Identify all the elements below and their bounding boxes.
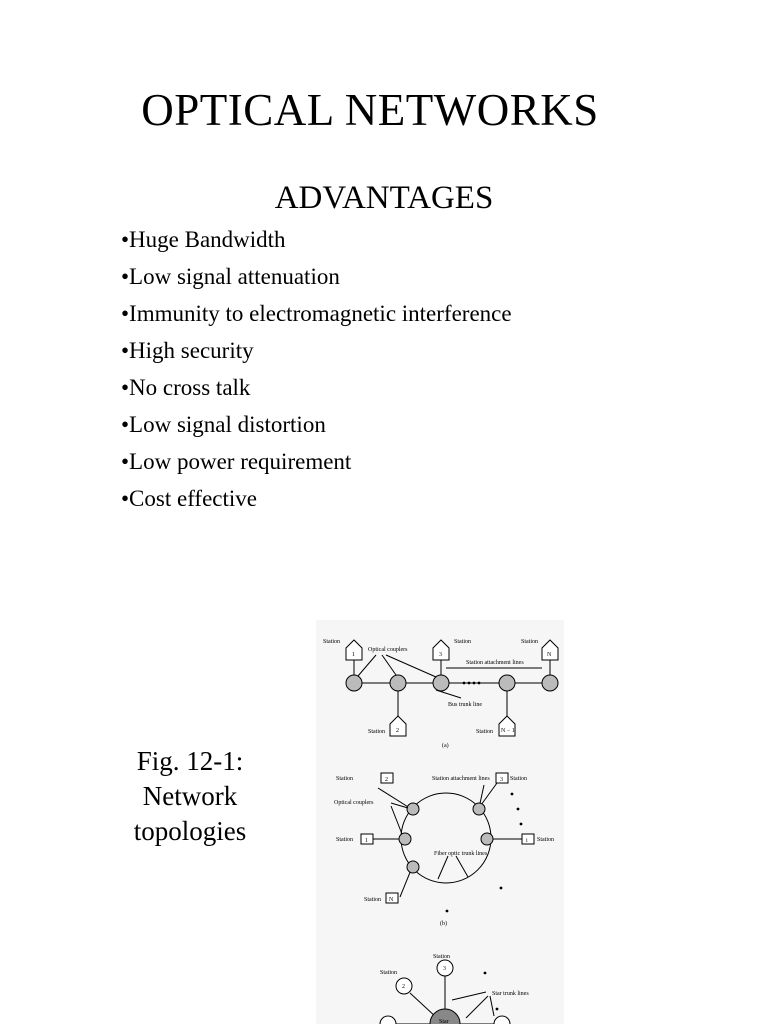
advantages-heading: ADVANTAGES [274, 180, 494, 216]
caption-line: Network [142, 781, 238, 811]
station-number: 1 [352, 652, 355, 658]
station-number: N [389, 897, 394, 903]
list-item: •Low power requirement [121, 449, 352, 474]
station-label: Station [510, 776, 528, 782]
station-number: N [547, 652, 552, 658]
station-number: 3 [443, 966, 446, 972]
optical-coupler [473, 803, 485, 815]
station-number: 2 [402, 984, 405, 990]
optical-coupler [407, 803, 419, 815]
station-label: Station [368, 729, 386, 735]
station-label: Station [521, 639, 539, 645]
station-label: Station [336, 776, 354, 782]
station-box [522, 834, 534, 844]
list-item: •No cross talk [121, 375, 251, 400]
star-trunk-label: Star trunk lines [492, 991, 529, 997]
station-number: 2 [385, 777, 388, 783]
optical-couplers-label: Optical couplers [334, 800, 374, 806]
optical-coupler [346, 675, 362, 691]
star-trunk-line [410, 993, 437, 1018]
station-label: Station [433, 954, 451, 960]
station-label: Station [364, 897, 382, 903]
caption-line: Fig. 12-1: [136, 746, 244, 776]
optical-coupler [433, 675, 449, 691]
list-item: •High security [121, 338, 254, 363]
list-item: •Cost effective [121, 486, 258, 511]
station-number: 2 [396, 728, 399, 734]
topology-diagram [316, 620, 564, 1024]
panel-label: (a) [442, 743, 449, 749]
station-number: 3 [439, 652, 442, 658]
optical-couplers-label: Optical couplers [368, 647, 408, 653]
bus-trunk-label: Bus trunk line [448, 702, 482, 708]
trunk-lines-label: Fiber optic trunk lines [434, 851, 488, 857]
station-number: 1 [365, 838, 368, 844]
optical-coupler [481, 833, 493, 845]
station-label: Station [336, 837, 354, 843]
panel-label: (b) [440, 921, 447, 927]
optical-coupler [399, 833, 411, 845]
station-label: Station [323, 639, 341, 645]
optical-coupler [499, 675, 515, 691]
advantages-list [121, 226, 512, 522]
station-number: i [526, 838, 528, 844]
station-number: 3 [500, 777, 503, 783]
station-circle [494, 1016, 510, 1024]
list-item: •Immunity to electromagnetic interference [121, 301, 512, 326]
station-label: Station [454, 639, 472, 645]
station-label: Station [537, 837, 555, 843]
caption-line: topologies [133, 816, 247, 846]
station-label: Station [476, 729, 494, 735]
list-item: •Low signal distortion [121, 412, 326, 437]
attachment-lines-label: Station attachment lines [432, 776, 490, 782]
station-number: N − 1 [501, 728, 515, 734]
star-coupler-label: Star [439, 1019, 449, 1024]
station-label: Station [380, 970, 398, 976]
list-item: •Huge Bandwidth [121, 227, 286, 252]
figure-caption [110, 744, 270, 849]
optical-coupler [390, 675, 406, 691]
station-circle [380, 1016, 396, 1024]
network-topologies-figure [316, 620, 564, 1024]
list-item: •Low signal attenuation [121, 264, 340, 289]
optical-coupler [407, 861, 419, 873]
attachment-lines-label: Station attachment lines [466, 660, 524, 666]
slide-title: OPTICAL NETWORKS [141, 85, 599, 135]
optical-coupler [542, 675, 558, 691]
